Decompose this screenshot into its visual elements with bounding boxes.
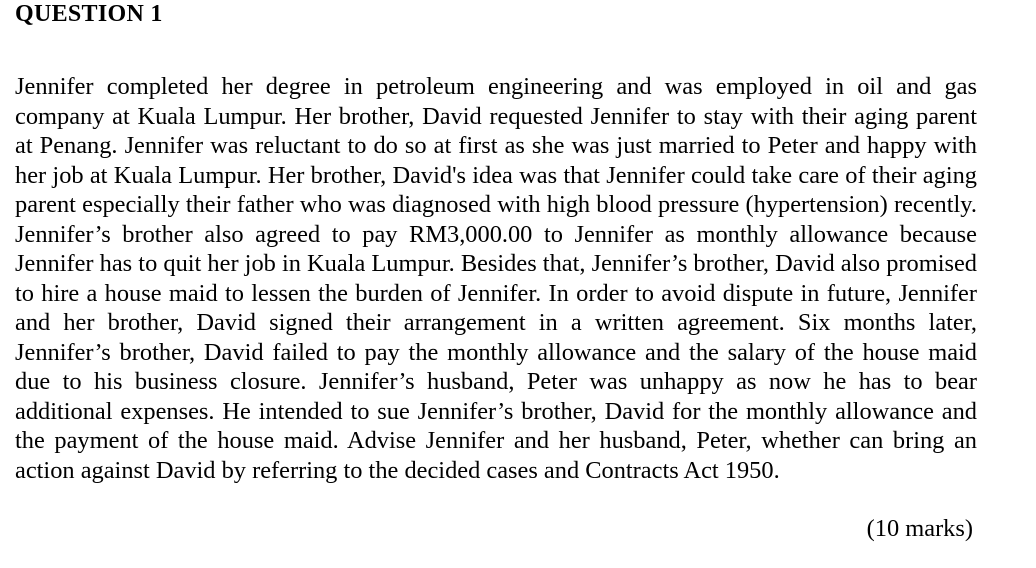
marks-label: (10 marks)	[866, 515, 973, 542]
question-body: Jennifer completed her degree in petroleum engineering and was employed in oil and gas company at Kuala Lumpur. Her brother, David requested Jennifer to stay with their aging parent at Penang. Jennifer was reluctant to do so at first as she was just married to Peter and happy with her job at Kuala Lumpur. Her brother, David's idea was that Jennifer could take care of their aging parent especially their father who was diagnosed with high blood pressure (hypertension) recently. Jennifer’s brother also agreed to pay RM3,000.00 to Jennifer as monthly allowance because Jennifer has to quit her job in Kuala Lumpur. Besides that, Jennifer’s brother, David also promised to hire a house maid to lessen the burden of Jennifer. In order to avoid dispute in future, Jennifer and her brother, David signed their arrangement in a written agreement. Six months later, Jennifer’s brother, David failed to pay the monthly allowance and the salary of the house maid due to his business closure. Jennifer’s husband, Peter was unhappy as now he has to bear additional expenses. He intended to sue Jennifer’s brother, David for the monthly allowance and the payment of the house maid. Advise Jennifer and her husband, Peter, whether can bring an action against David by referring to the decided cases and Contracts Act 1950.	[15, 73, 977, 484]
question-heading: QUESTION 1	[15, 1, 163, 27]
